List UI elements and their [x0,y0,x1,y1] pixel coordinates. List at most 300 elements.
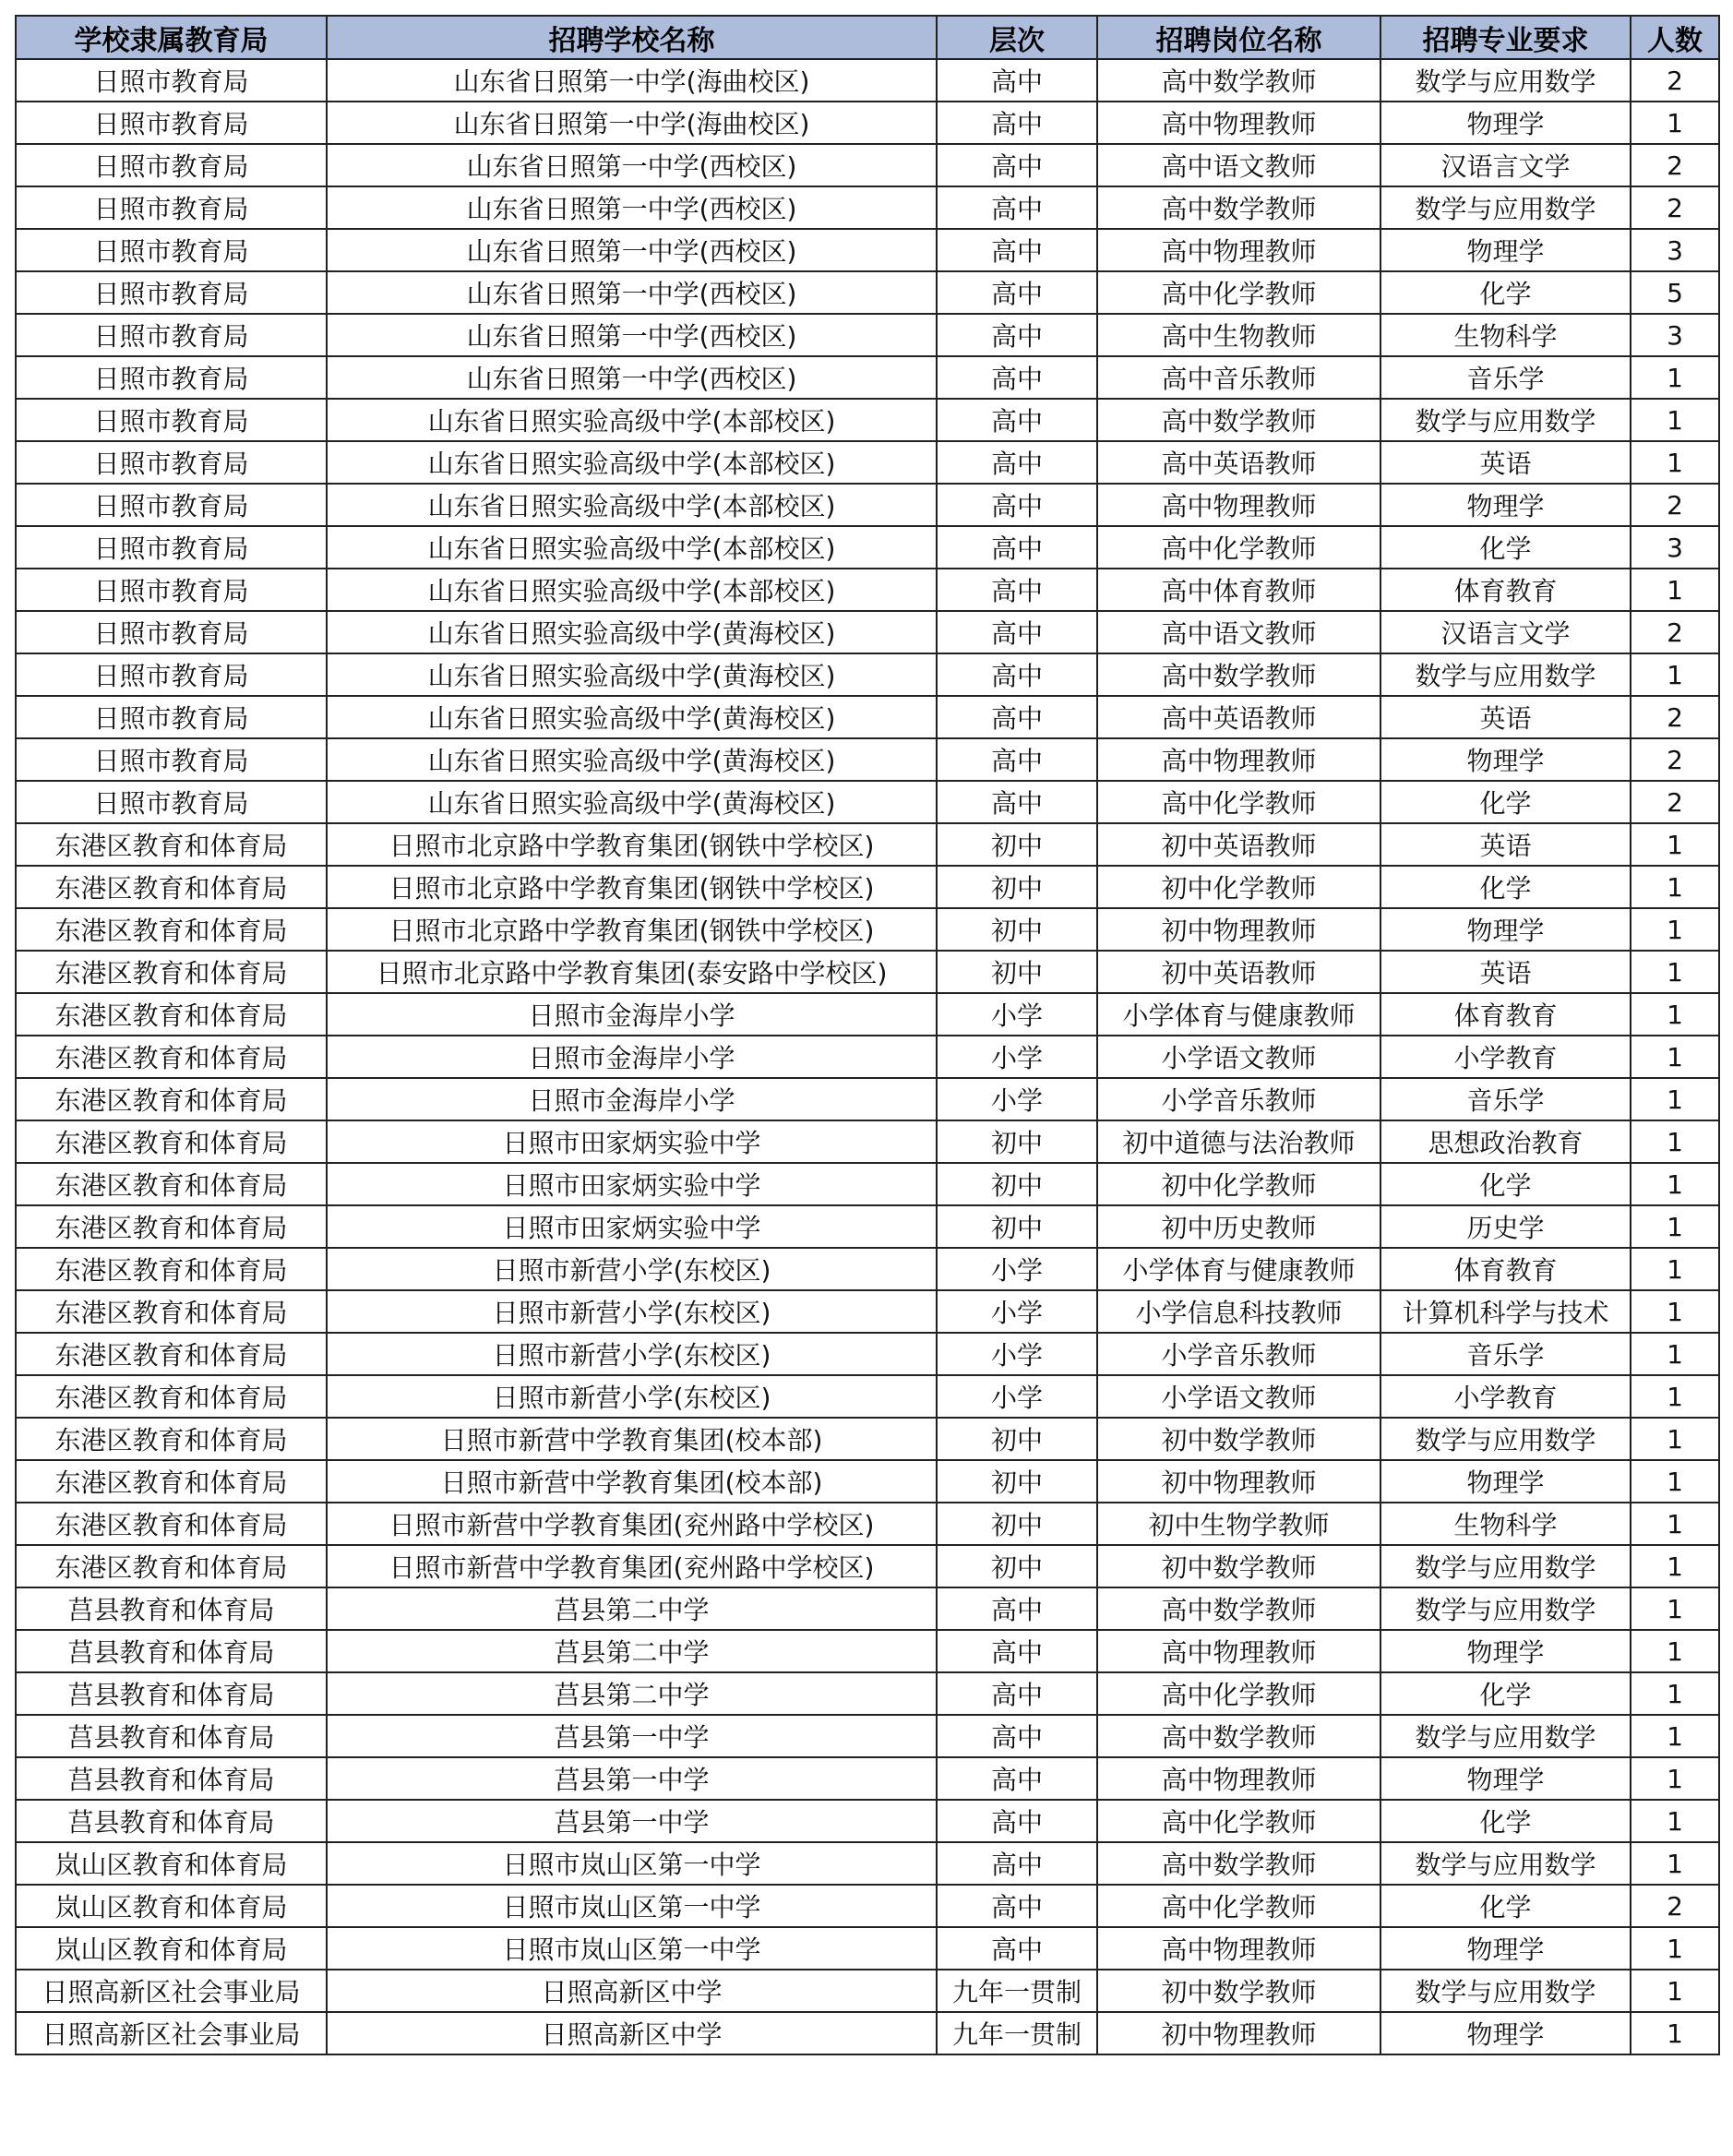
cell-bureau: 日照市教育局 [16,356,327,399]
cell-position: 初中数学教师 [1097,1418,1380,1460]
cell-bureau: 东港区教育和体育局 [16,908,327,951]
cell-school: 山东省日照实验高级中学(黄海校区) [327,696,937,738]
cell-level: 高中 [937,569,1097,611]
cell-major: 小学教育 [1380,1036,1631,1078]
cell-count: 1 [1631,1290,1719,1333]
cell-position: 高中英语教师 [1097,441,1380,484]
cell-count: 1 [1631,1205,1719,1248]
cell-major: 物理学 [1380,1460,1631,1503]
cell-level: 小学 [937,1036,1097,1078]
cell-school: 日照市北京路中学教育集团(泰安路中学校区) [327,951,937,993]
table-row [16,951,1719,993]
cell-bureau: 东港区教育和体育局 [16,823,327,866]
cell-position: 初中生物学教师 [1097,1503,1380,1545]
cell-level: 高中 [937,738,1097,781]
table-row [16,1545,1719,1587]
cell-position: 初中英语教师 [1097,951,1380,993]
cell-position: 高中英语教师 [1097,696,1380,738]
cell-count: 1 [1631,2012,1719,2054]
cell-school: 山东省日照实验高级中学(黄海校区) [327,738,937,781]
cell-level: 小学 [937,1248,1097,1290]
cell-school: 日照市金海岸小学 [327,1078,937,1120]
cell-bureau: 东港区教育和体育局 [16,1418,327,1460]
cell-level: 高中 [937,526,1097,569]
cell-position: 高中音乐教师 [1097,356,1380,399]
cell-position: 高中物理教师 [1097,1927,1380,1970]
cell-major: 物理学 [1380,484,1631,526]
cell-major: 物理学 [1380,229,1631,271]
cell-count: 1 [1631,1757,1719,1800]
cell-position: 高中物理教师 [1097,229,1380,271]
cell-school: 莒县第二中学 [327,1630,937,1672]
cell-position: 初中化学教师 [1097,866,1380,908]
cell-position: 高中物理教师 [1097,1757,1380,1800]
cell-position: 初中物理教师 [1097,2012,1380,2054]
cell-position: 高中数学教师 [1097,186,1380,229]
table-row [16,1970,1719,2012]
header-row [16,16,1719,59]
cell-count: 1 [1631,1800,1719,1842]
cell-position: 小学语文教师 [1097,1036,1380,1078]
table-row [16,738,1719,781]
cell-position: 高中语文教师 [1097,611,1380,653]
cell-level: 初中 [937,1163,1097,1205]
cell-position: 高中体育教师 [1097,569,1380,611]
cell-level: 高中 [937,314,1097,356]
cell-level: 高中 [937,1757,1097,1800]
recruitment-table [15,15,1720,2055]
cell-count: 1 [1631,908,1719,951]
cell-school: 日照市新营小学(东校区) [327,1248,937,1290]
cell-level: 高中 [937,781,1097,823]
cell-bureau: 日照市教育局 [16,229,327,271]
cell-level: 初中 [937,908,1097,951]
cell-count: 2 [1631,738,1719,781]
cell-major: 数学与应用数学 [1380,653,1631,696]
cell-level: 初中 [937,1418,1097,1460]
cell-bureau: 日照市教育局 [16,484,327,526]
table-row [16,1757,1719,1800]
cell-school: 山东省日照第一中学(西校区) [327,186,937,229]
cell-school: 日照市新营中学教育集团(校本部) [327,1460,937,1503]
cell-major: 汉语言文学 [1380,611,1631,653]
table-row [16,1630,1719,1672]
cell-count: 2 [1631,696,1719,738]
cell-school: 日照市北京路中学教育集团(钢铁中学校区) [327,908,937,951]
cell-school: 日照市新营小学(东校区) [327,1375,937,1418]
table-row [16,1290,1719,1333]
cell-level: 高中 [937,1842,1097,1885]
cell-school: 日照市田家炳实验中学 [327,1120,937,1163]
cell-count: 1 [1631,399,1719,441]
table-row [16,1672,1719,1715]
table-header [16,16,1719,59]
cell-position: 高中化学教师 [1097,1672,1380,1715]
cell-major: 物理学 [1380,1630,1631,1672]
cell-school: 山东省日照实验高级中学(本部校区) [327,441,937,484]
cell-level: 初中 [937,866,1097,908]
cell-school: 莒县第一中学 [327,1715,937,1757]
cell-position: 高中化学教师 [1097,271,1380,314]
table-row [16,186,1719,229]
cell-bureau: 东港区教育和体育局 [16,1290,327,1333]
cell-level: 小学 [937,1078,1097,1120]
cell-major: 生物科学 [1380,1503,1631,1545]
cell-count: 1 [1631,1545,1719,1587]
cell-level: 高中 [937,611,1097,653]
cell-count: 3 [1631,526,1719,569]
table-row [16,1885,1719,1927]
table-row [16,1842,1719,1885]
cell-school: 山东省日照实验高级中学(黄海校区) [327,781,937,823]
cell-school: 莒县第二中学 [327,1672,937,1715]
cell-position: 高中数学教师 [1097,399,1380,441]
table-row [16,653,1719,696]
cell-school: 山东省日照实验高级中学(本部校区) [327,484,937,526]
cell-position: 初中历史教师 [1097,1205,1380,1248]
cell-major: 化学 [1380,271,1631,314]
cell-major: 思想政治教育 [1380,1120,1631,1163]
cell-major: 计算机科学与技术 [1380,1290,1631,1333]
cell-level: 高中 [937,356,1097,399]
cell-count: 1 [1631,1333,1719,1375]
cell-count: 1 [1631,1927,1719,1970]
cell-bureau: 东港区教育和体育局 [16,1036,327,1078]
cell-position: 初中物理教师 [1097,1460,1380,1503]
cell-count: 2 [1631,484,1719,526]
table-row [16,696,1719,738]
table-row [16,1927,1719,1970]
cell-major: 体育教育 [1380,993,1631,1036]
cell-bureau: 岚山区教育和体育局 [16,1842,327,1885]
cell-major: 数学与应用数学 [1380,1418,1631,1460]
cell-major: 数学与应用数学 [1380,1587,1631,1630]
table-row [16,356,1719,399]
cell-level: 高中 [937,144,1097,186]
cell-major: 英语 [1380,696,1631,738]
cell-school: 日照高新区中学 [327,1970,937,2012]
cell-position: 高中物理教师 [1097,484,1380,526]
cell-bureau: 日照市教育局 [16,696,327,738]
cell-school: 日照市田家炳实验中学 [327,1205,937,1248]
cell-bureau: 日照市教育局 [16,399,327,441]
cell-major: 物理学 [1380,1927,1631,1970]
cell-school: 日照市北京路中学教育集团(钢铁中学校区) [327,823,937,866]
cell-major: 物理学 [1380,908,1631,951]
cell-position: 初中物理教师 [1097,908,1380,951]
cell-level: 高中 [937,441,1097,484]
cell-level: 高中 [937,59,1097,102]
cell-count: 1 [1631,356,1719,399]
cell-count: 1 [1631,1163,1719,1205]
table-row [16,59,1719,102]
cell-count: 3 [1631,229,1719,271]
cell-count: 1 [1631,1418,1719,1460]
cell-bureau: 东港区教育和体育局 [16,1205,327,1248]
cell-count: 1 [1631,1842,1719,1885]
cell-position: 高中化学教师 [1097,1885,1380,1927]
cell-major: 音乐学 [1380,1078,1631,1120]
cell-school: 日照市北京路中学教育集团(钢铁中学校区) [327,866,937,908]
cell-level: 初中 [937,1503,1097,1545]
cell-major: 化学 [1380,1885,1631,1927]
cell-level: 小学 [937,1333,1097,1375]
cell-level: 高中 [937,1927,1097,1970]
cell-major: 数学与应用数学 [1380,1970,1631,2012]
cell-position: 高中数学教师 [1097,1715,1380,1757]
cell-bureau: 东港区教育和体育局 [16,866,327,908]
cell-major: 体育教育 [1380,1248,1631,1290]
cell-count: 2 [1631,186,1719,229]
cell-count: 1 [1631,1970,1719,2012]
cell-school: 山东省日照第一中学(西校区) [327,229,937,271]
cell-school: 山东省日照第一中学(海曲校区) [327,102,937,144]
cell-bureau: 东港区教育和体育局 [16,1375,327,1418]
cell-count: 1 [1631,823,1719,866]
cell-level: 高中 [937,102,1097,144]
cell-count: 1 [1631,993,1719,1036]
table-row [16,823,1719,866]
cell-bureau: 日照市教育局 [16,271,327,314]
cell-position: 小学体育与健康教师 [1097,1248,1380,1290]
cell-school: 山东省日照第一中学(西校区) [327,314,937,356]
cell-school: 日照市金海岸小学 [327,1036,937,1078]
cell-major: 汉语言文学 [1380,144,1631,186]
cell-count: 2 [1631,1885,1719,1927]
cell-level: 初中 [937,1205,1097,1248]
cell-major: 物理学 [1380,2012,1631,2054]
table-row [16,229,1719,271]
table-row [16,1418,1719,1460]
cell-school: 日照市新营中学教育集团(校本部) [327,1418,937,1460]
table-row [16,1333,1719,1375]
cell-count: 1 [1631,951,1719,993]
cell-level: 初中 [937,1460,1097,1503]
cell-school: 日照市田家炳实验中学 [327,1163,937,1205]
cell-bureau: 日照市教育局 [16,569,327,611]
cell-bureau: 日照市教育局 [16,441,327,484]
cell-level: 高中 [937,1715,1097,1757]
header-school: 招聘学校名称 [327,16,937,59]
table-row [16,1078,1719,1120]
cell-bureau: 日照市教育局 [16,611,327,653]
table-row [16,2012,1719,2054]
cell-major: 体育教育 [1380,569,1631,611]
cell-position: 小学体育与健康教师 [1097,993,1380,1036]
cell-bureau: 莒县教育和体育局 [16,1757,327,1800]
cell-count: 3 [1631,314,1719,356]
cell-position: 高中语文教师 [1097,144,1380,186]
cell-major: 数学与应用数学 [1380,186,1631,229]
table-row [16,1715,1719,1757]
table-row [16,1587,1719,1630]
table-row [16,611,1719,653]
cell-position: 小学音乐教师 [1097,1078,1380,1120]
cell-bureau: 东港区教育和体育局 [16,1503,327,1545]
cell-major: 音乐学 [1380,356,1631,399]
cell-major: 生物科学 [1380,314,1631,356]
cell-bureau: 东港区教育和体育局 [16,1333,327,1375]
table-row [16,1503,1719,1545]
cell-count: 1 [1631,866,1719,908]
cell-school: 山东省日照实验高级中学(本部校区) [327,526,937,569]
cell-level: 小学 [937,1290,1097,1333]
cell-level: 高中 [937,1587,1097,1630]
cell-major: 英语 [1380,823,1631,866]
cell-school: 日照市新营小学(东校区) [327,1290,937,1333]
cell-level: 高中 [937,1630,1097,1672]
cell-level: 初中 [937,951,1097,993]
header-major: 招聘专业要求 [1380,16,1631,59]
cell-bureau: 东港区教育和体育局 [16,1078,327,1120]
table-row [16,399,1719,441]
cell-school: 山东省日照第一中学(西校区) [327,271,937,314]
cell-bureau: 东港区教育和体育局 [16,951,327,993]
cell-position: 高中化学教师 [1097,1800,1380,1842]
cell-bureau: 日照高新区社会事业局 [16,1970,327,2012]
cell-school: 日照市新营中学教育集团(兖州路中学校区) [327,1503,937,1545]
cell-bureau: 莒县教育和体育局 [16,1672,327,1715]
table-row [16,1375,1719,1418]
cell-school: 莒县第一中学 [327,1757,937,1800]
cell-position: 初中英语教师 [1097,823,1380,866]
cell-bureau: 日照市教育局 [16,59,327,102]
cell-count: 2 [1631,781,1719,823]
cell-level: 高中 [937,696,1097,738]
cell-level: 初中 [937,1545,1097,1587]
cell-level: 九年一贯制 [937,2012,1097,2054]
cell-school: 山东省日照实验高级中学(黄海校区) [327,611,937,653]
cell-position: 高中生物教师 [1097,314,1380,356]
cell-bureau: 日照市教育局 [16,781,327,823]
cell-level: 高中 [937,1800,1097,1842]
cell-bureau: 日照市教育局 [16,102,327,144]
cell-major: 数学与应用数学 [1380,1545,1631,1587]
cell-bureau: 岚山区教育和体育局 [16,1885,327,1927]
cell-major: 化学 [1380,1672,1631,1715]
cell-major: 历史学 [1380,1205,1631,1248]
cell-position: 高中数学教师 [1097,653,1380,696]
cell-bureau: 日照市教育局 [16,144,327,186]
cell-school: 山东省日照第一中学(西校区) [327,144,937,186]
table-row [16,144,1719,186]
cell-major: 数学与应用数学 [1380,1842,1631,1885]
cell-major: 化学 [1380,1800,1631,1842]
table-row [16,1163,1719,1205]
cell-position: 高中物理教师 [1097,1630,1380,1672]
cell-count: 2 [1631,611,1719,653]
cell-school: 日照市岚山区第一中学 [327,1927,937,1970]
cell-bureau: 莒县教育和体育局 [16,1587,327,1630]
cell-major: 化学 [1380,526,1631,569]
cell-school: 日照市金海岸小学 [327,993,937,1036]
cell-count: 1 [1631,1460,1719,1503]
cell-position: 小学语文教师 [1097,1375,1380,1418]
table-body [16,59,1719,2054]
cell-position: 高中物理教师 [1097,102,1380,144]
cell-count: 1 [1631,1078,1719,1120]
cell-school: 山东省日照实验高级中学(黄海校区) [327,653,937,696]
table-row [16,1120,1719,1163]
cell-major: 化学 [1380,1163,1631,1205]
cell-level: 初中 [937,1120,1097,1163]
cell-level: 小学 [937,993,1097,1036]
cell-level: 小学 [937,1375,1097,1418]
cell-school: 莒县第二中学 [327,1587,937,1630]
cell-bureau: 东港区教育和体育局 [16,1163,327,1205]
cell-count: 1 [1631,1503,1719,1545]
cell-bureau: 岚山区教育和体育局 [16,1927,327,1970]
cell-position: 高中化学教师 [1097,781,1380,823]
cell-level: 高中 [937,1672,1097,1715]
cell-school: 山东省日照实验高级中学(本部校区) [327,399,937,441]
cell-level: 九年一贯制 [937,1970,1097,2012]
cell-major: 小学教育 [1380,1375,1631,1418]
cell-school: 日照市岚山区第一中学 [327,1842,937,1885]
table-row [16,484,1719,526]
cell-school: 日照市岚山区第一中学 [327,1885,937,1927]
table-row [16,102,1719,144]
cell-bureau: 东港区教育和体育局 [16,1545,327,1587]
cell-count: 1 [1631,1120,1719,1163]
cell-count: 1 [1631,1248,1719,1290]
cell-major: 化学 [1380,781,1631,823]
cell-position: 高中数学教师 [1097,59,1380,102]
table-row [16,1460,1719,1503]
cell-level: 初中 [937,823,1097,866]
cell-major: 英语 [1380,441,1631,484]
cell-bureau: 日照市教育局 [16,738,327,781]
cell-count: 1 [1631,653,1719,696]
cell-bureau: 东港区教育和体育局 [16,1248,327,1290]
header-bureau: 学校隶属教育局 [16,16,327,59]
table-row [16,569,1719,611]
cell-count: 1 [1631,102,1719,144]
cell-position: 高中物理教师 [1097,738,1380,781]
cell-major: 物理学 [1380,102,1631,144]
cell-school: 日照高新区中学 [327,2012,937,2054]
table-row [16,526,1719,569]
table-row [16,866,1719,908]
cell-level: 高中 [937,484,1097,526]
table-row [16,441,1719,484]
cell-major: 数学与应用数学 [1380,1715,1631,1757]
header-count: 人数 [1631,16,1719,59]
cell-level: 高中 [937,653,1097,696]
cell-bureau: 东港区教育和体育局 [16,1120,327,1163]
cell-bureau: 日照高新区社会事业局 [16,2012,327,2054]
table-row [16,1205,1719,1248]
cell-level: 高中 [937,399,1097,441]
cell-major: 英语 [1380,951,1631,993]
table-row [16,1036,1719,1078]
cell-position: 初中道德与法治教师 [1097,1120,1380,1163]
cell-level: 高中 [937,229,1097,271]
cell-school: 山东省日照第一中学(海曲校区) [327,59,937,102]
cell-count: 2 [1631,144,1719,186]
cell-count: 1 [1631,1715,1719,1757]
cell-school: 日照市新营中学教育集团(兖州路中学校区) [327,1545,937,1587]
cell-position: 小学音乐教师 [1097,1333,1380,1375]
cell-major: 化学 [1380,866,1631,908]
table-row [16,1248,1719,1290]
table-row [16,781,1719,823]
cell-bureau: 日照市教育局 [16,526,327,569]
cell-count: 5 [1631,271,1719,314]
table-row [16,993,1719,1036]
cell-count: 1 [1631,1375,1719,1418]
cell-position: 小学信息科技教师 [1097,1290,1380,1333]
